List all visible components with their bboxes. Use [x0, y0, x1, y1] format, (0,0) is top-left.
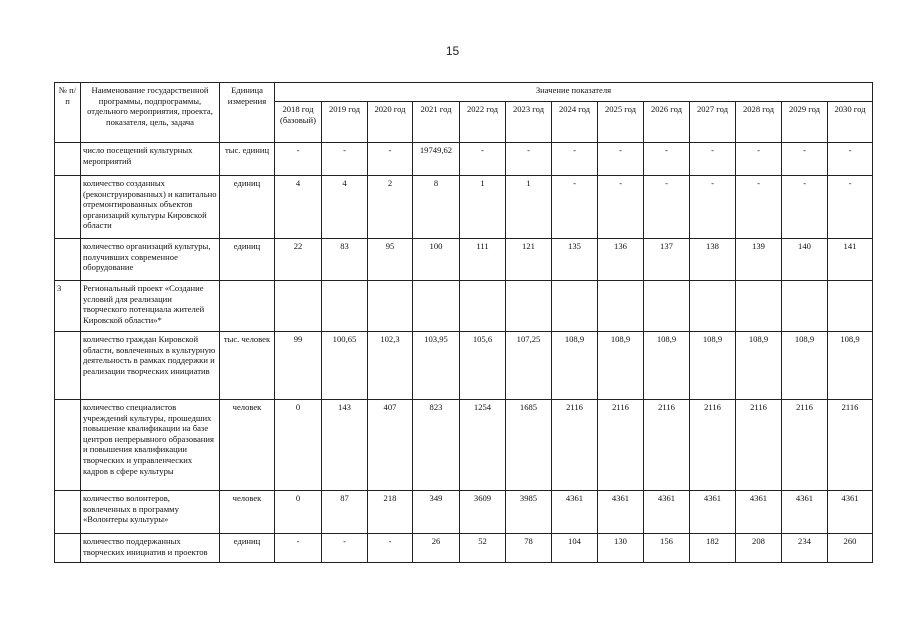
row-value: 1	[506, 176, 552, 239]
row-value: -	[782, 176, 828, 239]
row-value: 108,9	[690, 332, 736, 400]
row-value: 108,9	[736, 332, 782, 400]
row-value: 102,3	[368, 332, 413, 400]
row-num	[55, 491, 81, 534]
header-name: Наименование государственной программы, подпрограммы, отдельного мероприятия, проекта, показателя, цель, задача	[81, 83, 220, 143]
row-value: 19749,62	[413, 143, 460, 176]
header-year: 2018 год (базовый)	[275, 102, 322, 143]
row-value: 4361	[690, 491, 736, 534]
header-year: 2027 год	[690, 102, 736, 143]
row-name: количество организаций культуры, получивших современное оборудование	[81, 239, 220, 281]
table-row	[55, 143, 873, 176]
header-year: 2026 год	[644, 102, 690, 143]
row-value: 140	[782, 239, 828, 281]
row-value: 111	[460, 239, 506, 281]
row-value	[460, 281, 506, 332]
row-value: -	[322, 143, 368, 176]
row-value	[736, 281, 782, 332]
row-value	[644, 281, 690, 332]
table-row	[55, 176, 873, 239]
row-value: -	[275, 143, 322, 176]
row-name: количество волонтеров, вовлеченных в программу «Волонтеры культуры»	[81, 491, 220, 534]
row-value: 108,9	[644, 332, 690, 400]
row-value: 407	[368, 400, 413, 491]
row-value: 100	[413, 239, 460, 281]
row-value: -	[552, 176, 598, 239]
row-unit	[220, 281, 275, 332]
row-value: -	[368, 534, 413, 563]
row-value: -	[598, 143, 644, 176]
row-value: 87	[322, 491, 368, 534]
row-value: 260	[828, 534, 873, 563]
row-value: -	[736, 176, 782, 239]
row-value: 3609	[460, 491, 506, 534]
row-num	[55, 176, 81, 239]
row-value: 0	[275, 400, 322, 491]
row-value: -	[368, 143, 413, 176]
row-value: 4361	[782, 491, 828, 534]
row-value: 4361	[598, 491, 644, 534]
header-year: 2022 год	[460, 102, 506, 143]
row-value: -	[828, 176, 873, 239]
row-value: 2	[368, 176, 413, 239]
table-row	[55, 281, 873, 332]
row-unit: единиц	[220, 239, 275, 281]
row-unit: тыс. человек	[220, 332, 275, 400]
row-value: 2116	[598, 400, 644, 491]
row-value: 2116	[736, 400, 782, 491]
row-value: 208	[736, 534, 782, 563]
header-year: 2030 год	[828, 102, 873, 143]
row-name: количество поддержанных творческих инициатив и проектов	[81, 534, 220, 563]
row-value	[275, 281, 322, 332]
row-value: 52	[460, 534, 506, 563]
row-value: -	[782, 143, 828, 176]
header-year: 2028 год	[736, 102, 782, 143]
indicator-table	[54, 82, 873, 563]
table-row	[55, 491, 873, 534]
table-row	[55, 534, 873, 563]
row-value: 3985	[506, 491, 552, 534]
table-row	[55, 332, 873, 400]
table-header	[55, 83, 873, 143]
row-value: 4361	[552, 491, 598, 534]
row-value: 108,9	[782, 332, 828, 400]
row-num	[55, 332, 81, 400]
header-year: 2029 год	[782, 102, 828, 143]
table-row	[55, 239, 873, 281]
header-year: 2024 год	[552, 102, 598, 143]
row-value	[690, 281, 736, 332]
header-num: № п/п	[55, 83, 81, 143]
row-value	[828, 281, 873, 332]
row-value: 78	[506, 534, 552, 563]
row-value: 138	[690, 239, 736, 281]
row-value: 2116	[644, 400, 690, 491]
row-value: 182	[690, 534, 736, 563]
row-value: -	[690, 176, 736, 239]
row-value: 1685	[506, 400, 552, 491]
header-year: 2021 год	[413, 102, 460, 143]
row-value: 1	[460, 176, 506, 239]
row-value: 130	[598, 534, 644, 563]
header-value: Значение показателя	[275, 83, 873, 102]
header-year: 2023 год	[506, 102, 552, 143]
row-value: 100,65	[322, 332, 368, 400]
row-value: 2116	[552, 400, 598, 491]
header-year: 2019 год	[322, 102, 368, 143]
row-value: -	[275, 534, 322, 563]
header-unit: Единица измерения	[220, 83, 275, 143]
row-num	[55, 400, 81, 491]
row-unit: тыс. единиц	[220, 143, 275, 176]
row-value: -	[322, 534, 368, 563]
row-value: -	[644, 176, 690, 239]
row-value: 103,95	[413, 332, 460, 400]
page-number: 15	[445, 44, 460, 58]
row-value: -	[736, 143, 782, 176]
row-value: -	[598, 176, 644, 239]
row-value: 2116	[828, 400, 873, 491]
row-value: 4	[275, 176, 322, 239]
row-value: 4361	[828, 491, 873, 534]
row-num: 3	[55, 281, 81, 332]
row-value: 139	[736, 239, 782, 281]
row-value: 108,9	[552, 332, 598, 400]
header-year: 2020 год	[368, 102, 413, 143]
row-value	[598, 281, 644, 332]
row-value: 104	[552, 534, 598, 563]
row-value: 4361	[736, 491, 782, 534]
row-value: 137	[644, 239, 690, 281]
row-value	[552, 281, 598, 332]
row-unit: единиц	[220, 534, 275, 563]
header-year: 2025 год	[598, 102, 644, 143]
row-value: -	[460, 143, 506, 176]
row-name: число посещений культурных мероприятий	[81, 143, 220, 176]
row-name: Региональный проект «Создание условий для реализации творческого потенциала жителей Кировской области»*	[81, 281, 220, 332]
row-value: 105,6	[460, 332, 506, 400]
row-value	[782, 281, 828, 332]
row-value: 121	[506, 239, 552, 281]
row-num	[55, 143, 81, 176]
row-value: 26	[413, 534, 460, 563]
row-value: 218	[368, 491, 413, 534]
row-value	[413, 281, 460, 332]
row-value: 0	[275, 491, 322, 534]
row-unit: человек	[220, 491, 275, 534]
row-value: 95	[368, 239, 413, 281]
row-value: 136	[598, 239, 644, 281]
row-num	[55, 239, 81, 281]
row-value: 4361	[644, 491, 690, 534]
row-value: 22	[275, 239, 322, 281]
row-name: количество созданных (реконструированных) и капитально отремонтированных объектов организаций культуры Кировской области	[81, 176, 220, 239]
row-value: 108,9	[828, 332, 873, 400]
row-value: 107,25	[506, 332, 552, 400]
row-value: 108,9	[598, 332, 644, 400]
row-value: 8	[413, 176, 460, 239]
row-value: 349	[413, 491, 460, 534]
row-value: 135	[552, 239, 598, 281]
row-value: -	[828, 143, 873, 176]
row-unit: единиц	[220, 176, 275, 239]
row-value: 2116	[690, 400, 736, 491]
row-value	[322, 281, 368, 332]
row-value: -	[644, 143, 690, 176]
row-value: 141	[828, 239, 873, 281]
row-value: 99	[275, 332, 322, 400]
row-value	[506, 281, 552, 332]
row-num	[55, 534, 81, 563]
row-unit: человек	[220, 400, 275, 491]
row-value: -	[506, 143, 552, 176]
row-value: 4	[322, 176, 368, 239]
row-value: 823	[413, 400, 460, 491]
row-name: количество граждан Кировской области, вовлеченных в культурную деятельность в рамках поддержки и реализации творческих инициатив	[81, 332, 220, 400]
row-value	[368, 281, 413, 332]
table-row	[55, 400, 873, 491]
row-value: 83	[322, 239, 368, 281]
row-value: -	[552, 143, 598, 176]
row-value: 234	[782, 534, 828, 563]
row-name: количество специалистов учреждений культуры, прошедших повышение квалификации на базе центров непрерывного образования и повышения квалификации творческих и управленческих кадров в сфере культуры	[81, 400, 220, 491]
row-value: 156	[644, 534, 690, 563]
row-value: 1254	[460, 400, 506, 491]
row-value: -	[690, 143, 736, 176]
row-value: 143	[322, 400, 368, 491]
row-value: 2116	[782, 400, 828, 491]
